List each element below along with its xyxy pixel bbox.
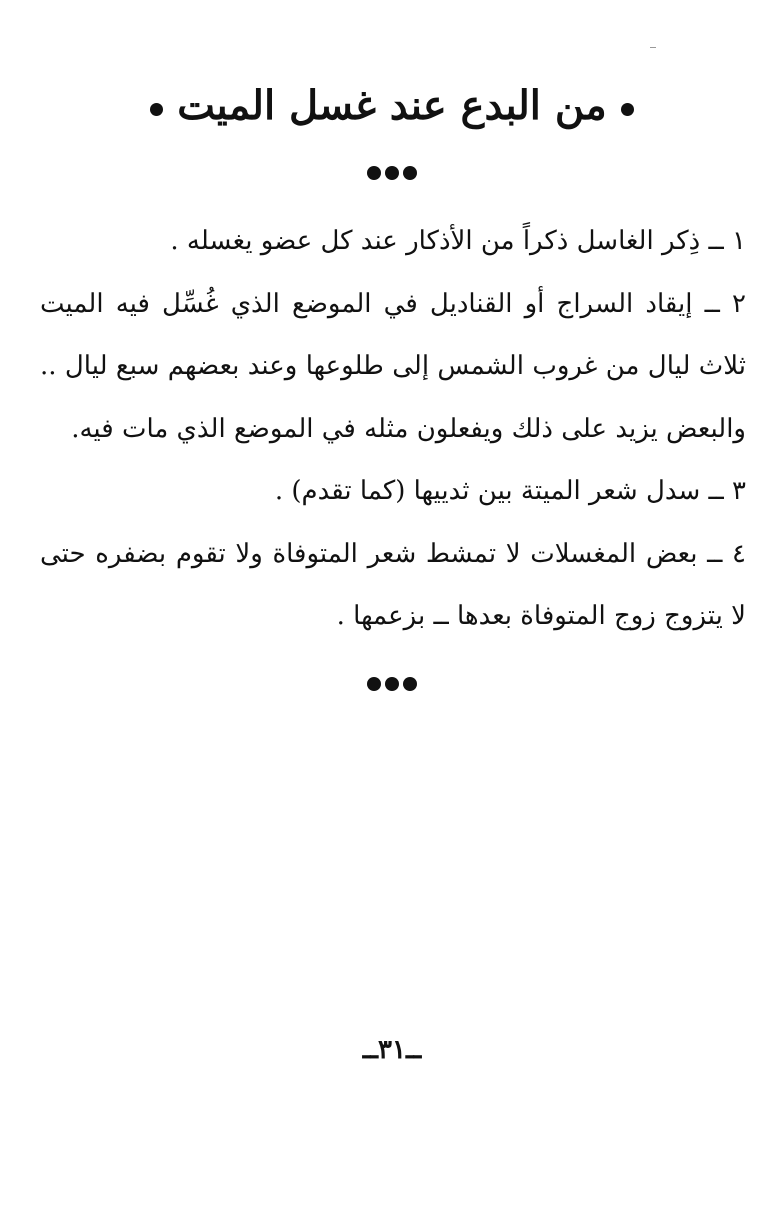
section-heading (0, 78, 784, 134)
section-separator-bottom (0, 677, 784, 691)
heading-bullet-right (621, 103, 634, 116)
separator-dot (367, 166, 381, 180)
heading-text: من البدع عند غسل الميت (177, 82, 607, 129)
body-text (40, 210, 746, 648)
separator-dot (385, 677, 399, 691)
separator-dot (403, 166, 417, 180)
section-separator-top (0, 166, 784, 180)
scan-mark (650, 47, 656, 48)
separator-dot (367, 677, 381, 691)
page-number: ــ٣١ــ (362, 1035, 422, 1065)
list-item-2: ٢ ــ إيقاد السراج أو القناديل في الموضع الذي غُسِّل فيه الميت ثلاث ليال من غروب الشمس إلى طلوعها وعند بعضهم سبع ليال .. والبعض يزيد على ذلك ويفعلون مثله في الموضع الذي مات فيه. (40, 288, 746, 444)
separator-dot (403, 677, 417, 691)
separator-dot (385, 166, 399, 180)
list-item-3: ٣ ــ سدل شعر الميتة بين ثدييها (كما تقدم) . (274, 476, 746, 506)
heading-bullet-left (150, 103, 163, 116)
list-item-1: ١ ــ ذِكر الغاسل ذكراً من الأذكار عند كل عضو يغسله . (170, 226, 746, 256)
list-item-4: ٤ ــ بعض المغسلات لا تمشط شعر المتوفاة ولا تقوم بضفره حتى لا يتزوج زوج المتوفاة بعدها ــ بزعمها . (40, 538, 746, 631)
